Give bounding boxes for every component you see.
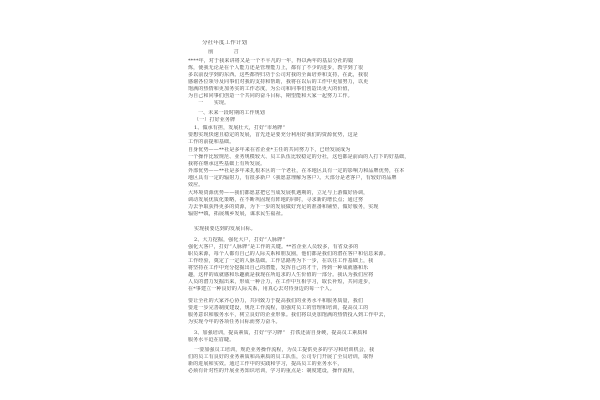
body-line: 们的员工有良好的业务素质和高素质的员工队伍，公司专门开展了全员培训，取得 xyxy=(188,354,374,360)
body-line: 实现我要达到的发展目标。 xyxy=(194,226,256,232)
body-line: 调动发展优质化策略，在不断巩固现有阵地的同时，寻求新的增长点；通过努 xyxy=(188,197,364,203)
body-line: 地区具有一定的辐射力，有很多新户（我愿意理解为客户）。大部分是老客户，有较好的品牌 xyxy=(188,175,397,181)
intro-line: 为自己和同事们创造一个共同的奋斗目标，期望能和大家一起努力工作。 xyxy=(188,93,353,99)
body-line: 为实现今年的各项任务目标而努力奋斗。 xyxy=(188,319,281,325)
body-line: 新的进展和实效。通过工作中的实践和学习，提高员工的业务水平， xyxy=(188,361,343,367)
body-line: 外部优势——**社是多年来扎根本区的一个老社，在本地区具有一定的影响力和品牌优势，在本 xyxy=(188,168,405,174)
body-line: 服务水平迫在眉睫。 xyxy=(188,337,235,343)
section-heading: 一、未来一段时期的工作规划 xyxy=(198,110,265,116)
body-line: 大环境资源优势——我们都愿意把它当成发展机遇期的，立足与上游做好协调， xyxy=(188,190,369,196)
intro-line: 饱满的热情和更加务实的工作态度，为公司和同事们创造出更大的价值， xyxy=(188,86,353,92)
body-line: 要想实现快速且稳定的发展，首先还是要充分利用好我们的资源优势，这是 xyxy=(188,132,358,138)
body-line: 自身优势——**社是多年来在省企业*主任的共同努力下，已经发展成为 xyxy=(188,147,351,153)
document-page xyxy=(188,40,410,400)
body-line: 服务意识和服务水平，树立良好的企业形象。我们将以更加饱满的热情投入到工作中去， xyxy=(188,312,389,318)
body-line: 力去争取获得更多的资源，为下一步的发展做好充足的准备和铺垫，做好服务，实现 xyxy=(188,204,379,210)
item-heading: 2、大力挖掘，强化大户，打好“人脉牌” xyxy=(194,237,286,243)
intro-line: ****年，对于我来讲将又是一个不平凡的一年，得以两年的基层分社的锻 xyxy=(188,58,354,64)
intro-line: 一 实现。 xyxy=(188,100,230,106)
body-line: 人员的潜力发掘出来，形成一种合力，在工作中互相学习，取长补短，共同进步， xyxy=(188,279,374,285)
intro-line: 感谢各位领导及同事们对我的支持和帮助，我将在以后的工作中更加努力，以更 xyxy=(188,79,369,85)
subsection-heading: （一）打好业务牌 xyxy=(194,117,236,123)
body-line: 我将在继承这些基础上有所发展。 xyxy=(188,161,266,167)
item-heading: 1、做承有担，发展壮大，打好“市场牌” xyxy=(194,125,286,131)
document-title: 分社年度工作计划 xyxy=(202,40,248,46)
body-line: 在*事建立一种良好的人际关系，用真心去对待身边的每一个人。 xyxy=(188,286,335,292)
body-line: 强化大客户，打好“人脉牌”是工作的关键。**省企业人员较多，有省众多的 xyxy=(188,244,359,250)
item-heading: 3、加强培训，提高素质，打好“学习牌” 打铁还需自身硬，提高员工素质和 xyxy=(194,330,368,336)
body-line: 一要加强员工培训，规范业务操作流程，为员工提供更多的学习和培训机会，我 xyxy=(194,347,375,353)
body-line: 工作经验，奠定了一定的人脉基础。工作思路再为下一步，在以往工作基础上，我 xyxy=(188,258,374,264)
body-line: 效应。 xyxy=(188,182,204,188)
intro-line: 多以前没学到的东西。这些都得归功于公司对我的全面培养和支持，在此，我很 xyxy=(188,72,369,78)
body-line: 要进一步完善制度建设，规范工作流程，加强对员工的管理和培训，提高员工的 xyxy=(188,305,369,311)
body-line: 趣，这样的成就感和乐趣就是我现在所追求的人生价值的一部分。我认为我们应将 xyxy=(188,272,374,278)
body-line: 必须有针对性的开展业务知识培训，学习的重点是：制度建设，操作流程， xyxy=(188,368,358,374)
intro-line: 炼，使我无论是在个人能力还是管理能力上，都有了不少的进步，教学到了很 xyxy=(188,65,364,71)
body-line: 一个操作比较规范、业务规模较大、员工队伍比较稳定的分社，这也都是前面的人打下的好基础， xyxy=(188,154,410,160)
body-line: 工作的前提和基础。 xyxy=(188,139,235,145)
preface-heading: 前 言 xyxy=(208,49,243,55)
body-line: 要让全社的大家齐心协力，共同致力于提高我们的业务水平和服务质量，我们 xyxy=(188,298,364,304)
body-line: 将坚持在工作中充分挖掘出自己的潜能，发挥自己的才干，得到一种成就感和乐 xyxy=(188,265,369,271)
body-line: 辐射**镇，拓展城乡发展，谋求民生福祉。 xyxy=(188,211,287,217)
body-line: 职员来源，每个人都有自己的人际关系和朋友圈，他们都是我们的潜在客户和信息来源。 xyxy=(188,251,389,257)
